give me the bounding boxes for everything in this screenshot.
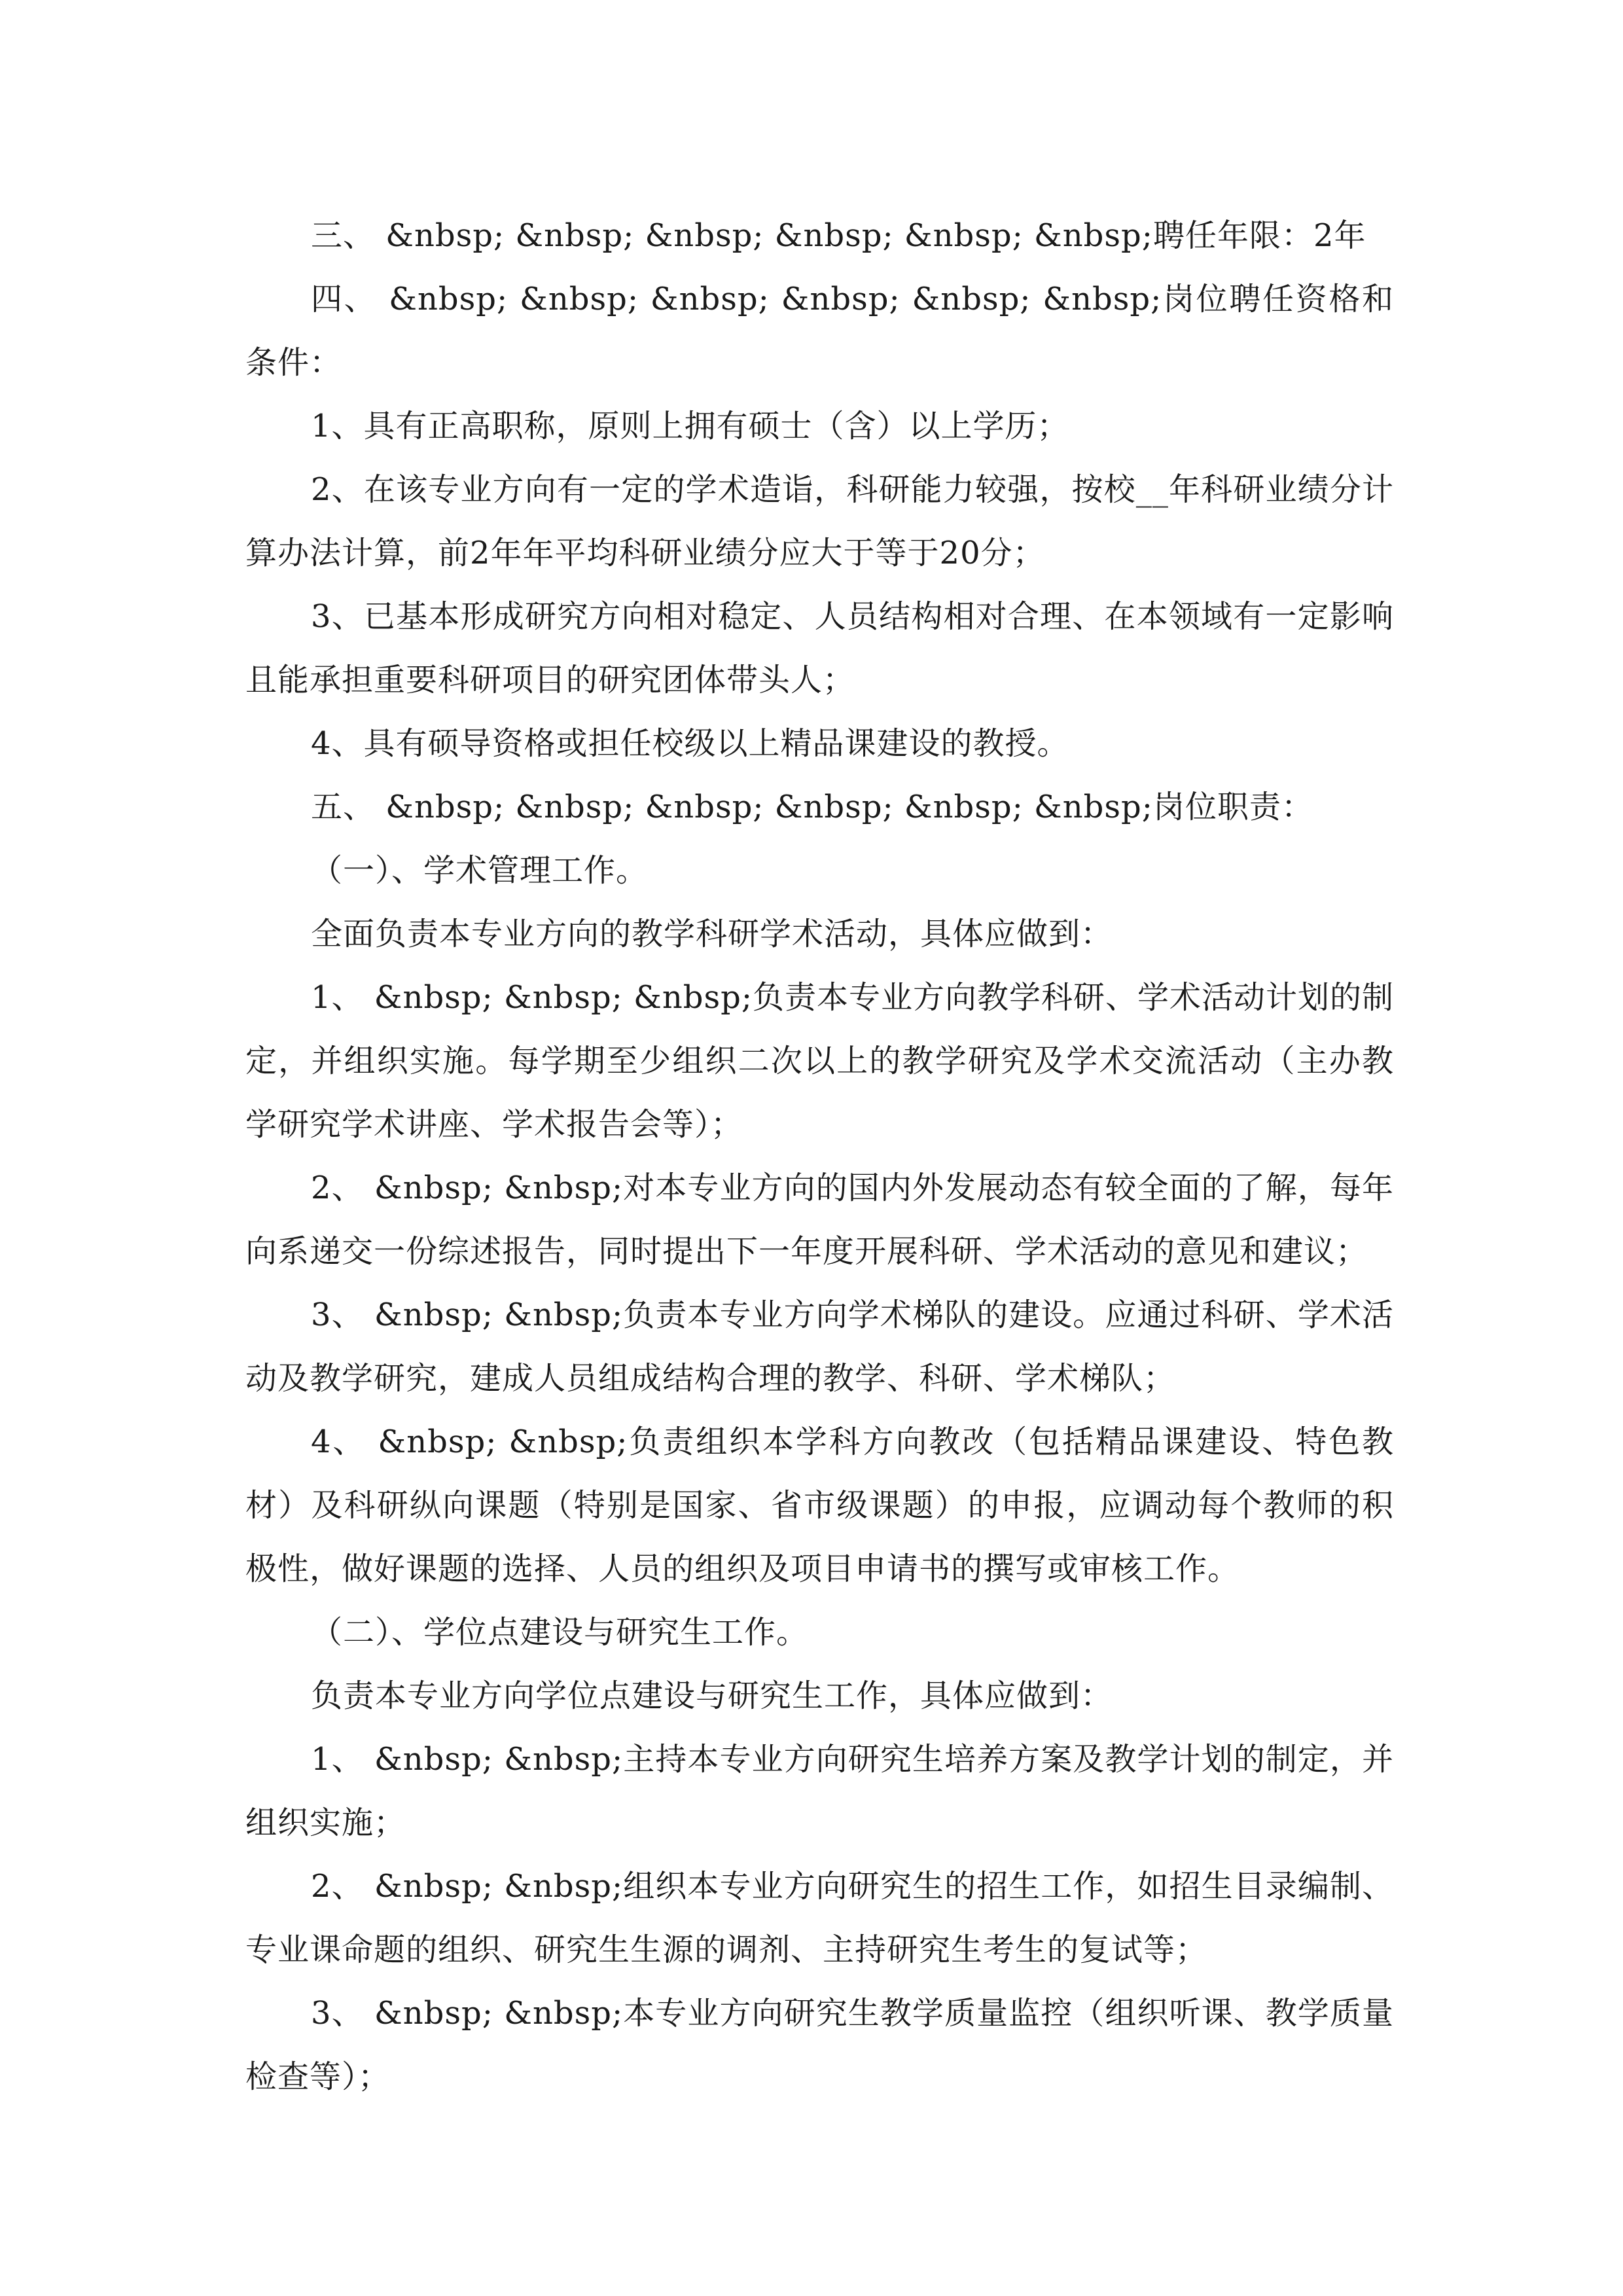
list-item: 3、已基本形成研究方向相对稳定、人员结构相对合理、在本领域有一定影响且能承担重要科研项目的研究团体带头人； (245, 598, 1394, 698)
list-item: 2、 &nbsp; &nbsp;对本专业方向的国内外发展动态有较全面的了解，每年向系递交一份综述报告，同时提出下一年度开展科研、学术活动的意见和建议； (245, 1170, 1394, 1270)
list-item: 1、 &nbsp; &nbsp; &nbsp;负责本专业方向教学科研、学术活动计划的制定，并组织实施。每学期至少组织二次以上的教学研究及学术交流活动（主办教学研究学术讲座、学术报告会等）； (245, 979, 1395, 1143)
list-item: 2、在该专业方向有一定的学术造诣，科研能力较强，按校__年科研业绩分计算办法计算，前2年年平均科研业绩分应大于等于20分； (245, 471, 1394, 571)
list-item: 3、 &nbsp; &nbsp;负责本专业方向学术梯队的建设。应通过科研、学术活动及教学研究，建成人员组成结构合理的教学、科研、学术梯队； (245, 1297, 1394, 1397)
document-body (245, 204, 1394, 2109)
section-heading-qualifications: 四、 &nbsp; &nbsp; &nbsp; &nbsp; &nbsp; &nbsp;岗位聘任资格和条件： (245, 281, 1394, 381)
paragraph-text: 负责本专业方向学位点建设与研究生工作，具体应做到： (311, 1677, 1113, 1714)
list-item: 4、 &nbsp; &nbsp;负责组织本学科方向教改（包括精品课建设、特色教材）及科研纵向课题（特别是国家、省市级课题）的申报，应调动每个教师的积极性，做好课题的选择、人员的组织及项目申请书的撰写或审核工作。 (245, 1424, 1394, 1587)
list-item: 2、 &nbsp; &nbsp;组织本专业方向研究生的招生工作，如招生目录编制、专业课命题的组织、研究生生源的调剂、主持研究生考生的复试等； (245, 1868, 1394, 1968)
paragraph-text: 全面负责本专业方向的教学科研学术活动，具体应做到： (311, 916, 1113, 952)
subsection-heading-academic: （一）、学术管理工作。 (311, 852, 649, 889)
list-item: 4、具有硕导资格或担任校级以上精品课建设的教授。 (311, 725, 1069, 762)
section-heading-duties: 五、 &nbsp; &nbsp; &nbsp; &nbsp; &nbsp; &nbsp;岗位职责： (311, 789, 1313, 825)
section-heading-term: 三、 &nbsp; &nbsp; &nbsp; &nbsp; &nbsp; &nbsp;聘任年限：2年 (311, 217, 1366, 254)
list-item: 1、 &nbsp; &nbsp;主持本专业方向研究生培养方案及教学计划的制定，并组织实施； (245, 1741, 1394, 1841)
list-item: 3、 &nbsp; &nbsp;本专业方向研究生教学质量监控（组织听课、教学质量检查等）； (245, 1995, 1394, 2095)
subsection-heading-degree: （二）、学位点建设与研究生工作。 (311, 1614, 809, 1651)
list-item: 1、具有正高职称，原则上拥有硕士（含）以上学历； (311, 408, 1069, 444)
